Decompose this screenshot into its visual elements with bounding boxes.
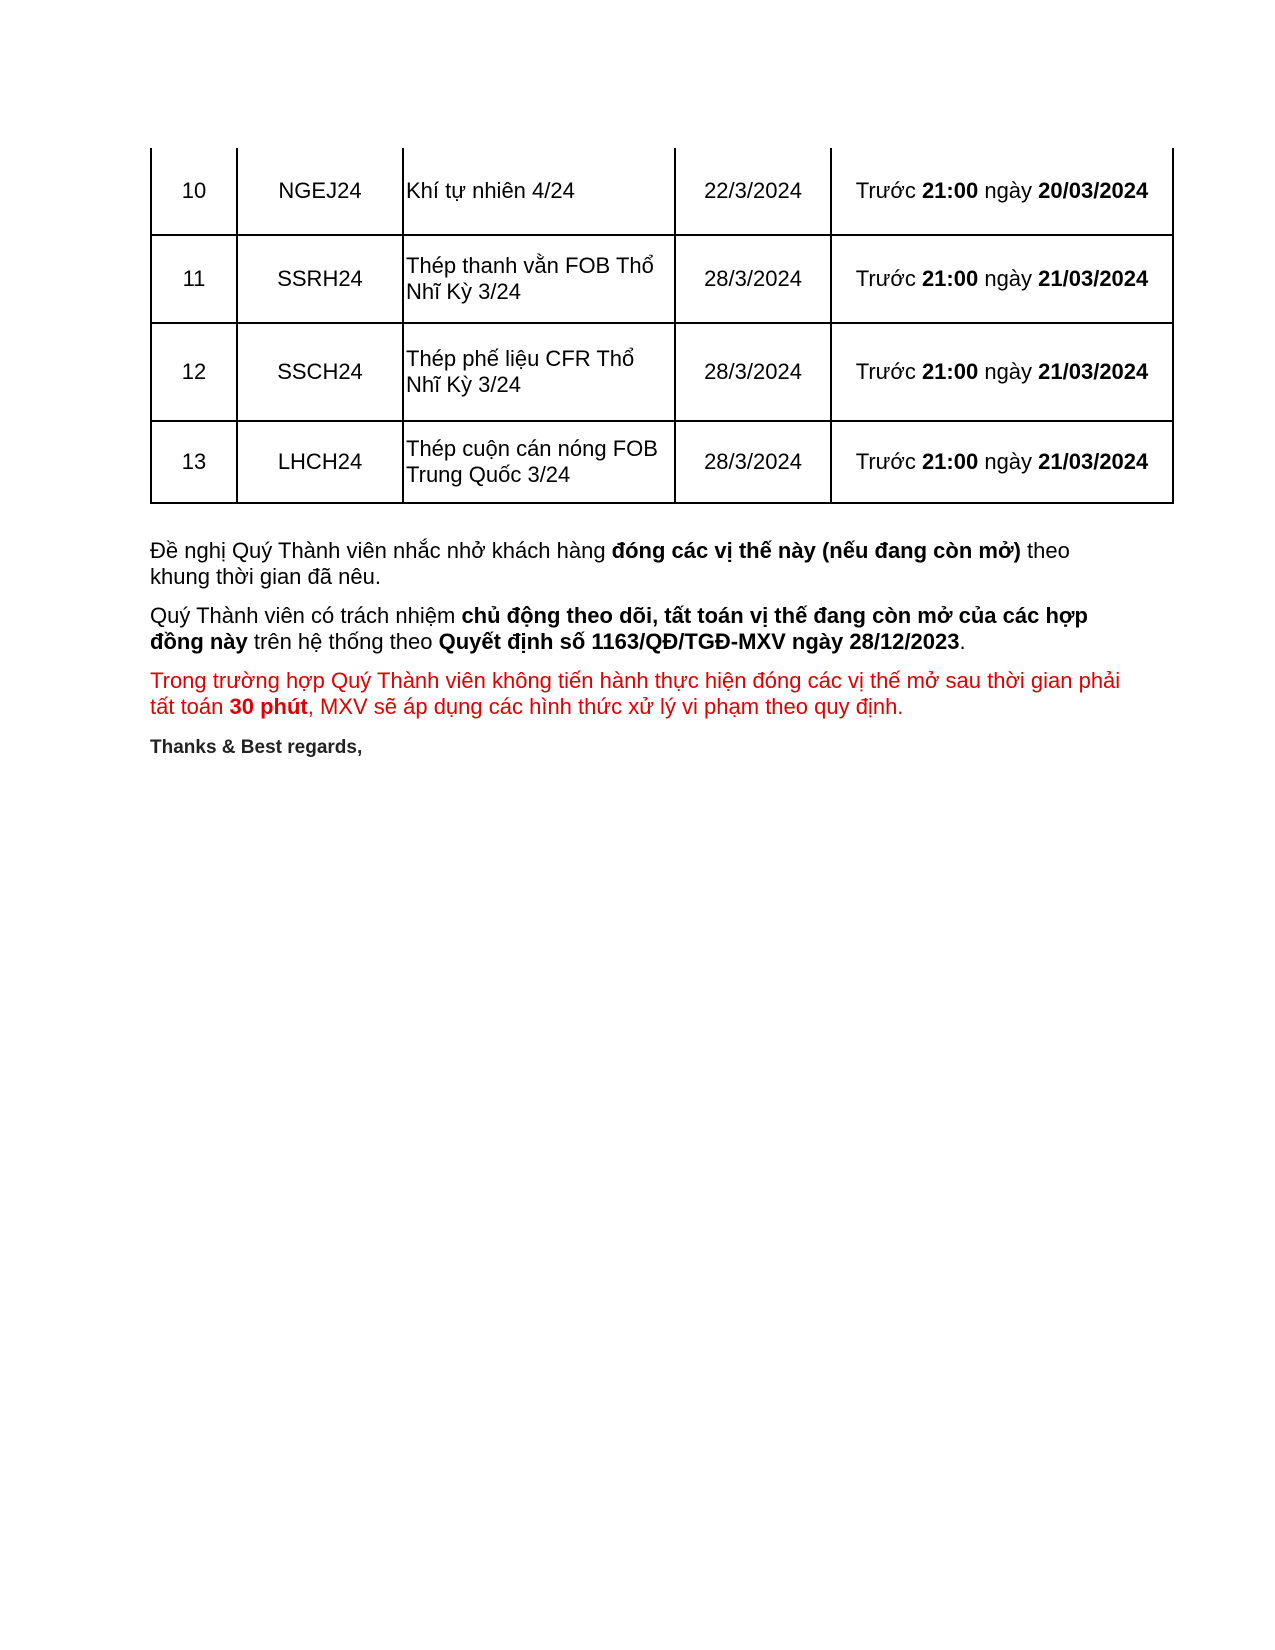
row-number: 10 [151,148,237,235]
expiry-date: 28/3/2024 [675,421,831,503]
deadline-mid: ngày [978,178,1039,203]
contract-name: Thép cuộn cán nóng FOB Trung Quốc 3/24 [403,421,675,503]
contract-code: SSRH24 [237,235,403,323]
deadline-date: 20/03/2024 [1038,178,1149,203]
penalty-text: Trong trường hợp Quý Thành viên không tiến hành thực hiện đóng các vị thế mở sau thời gian phải tất toán [150,668,1121,719]
penalty-time-emphasis: 30 phút [229,694,308,719]
responsibility-text-end: . [959,629,966,654]
reminder-text-end: theo khung thời gian đã nêu. [150,538,1070,589]
table-row [151,421,1173,503]
expiry-date: 22/3/2024 [675,148,831,235]
table-row [151,235,1173,323]
penalty-warning-paragraph [150,668,1130,720]
responsibility-paragraph [150,603,1130,655]
contract-name: Thép phế liệu CFR Thổ Nhĩ Kỳ 3/24 [403,323,675,421]
row-number: 12 [151,323,237,421]
close-deadline [831,323,1173,421]
reminder-emphasis: đóng các vị thế này (nếu đang còn mở) [611,538,1021,563]
responsibility-emphasis: chủ động theo dõi, tất toán vị thế đang còn mở của các hợp đồng này [150,603,1088,654]
deadline-time: 21:00 [921,178,979,203]
close-deadline [831,235,1173,323]
table-row [151,148,1173,235]
responsibility-text-mid: trên hệ thống theo [247,629,439,654]
table-row [151,323,1173,421]
responsibility-text: Quý Thành viên có trách nhiệm [150,603,462,628]
deadline-prefix: Trước [855,449,922,474]
contract-code: SSCH24 [237,323,403,421]
penalty-text-end: , MXV sẽ áp dụng các hình thức xử lý vi phạm theo quy định. [307,694,904,719]
reminder-paragraph [150,538,1130,590]
deadline-date: 21/03/2024 [1038,359,1149,384]
deadline-prefix: Trước [855,266,922,291]
contract-code: LHCH24 [237,421,403,503]
decision-reference: Quyết định số 1163/QĐ/TGĐ-MXV ngày 28/12/2023 [438,629,960,654]
row-number: 13 [151,421,237,503]
deadline-mid: ngày [978,359,1039,384]
close-deadline [831,148,1173,235]
deadline-time: 21:00 [921,266,979,291]
close-deadline [831,421,1173,503]
deadline-time: 21:00 [921,449,979,474]
contract-name: Khí tự nhiên 4/24 [403,148,675,235]
contract-code: NGEJ24 [237,148,403,235]
reminder-text: Đề nghị Quý Thành viên nhắc nhở khách hàng [150,538,612,563]
contracts-table [150,148,1174,504]
expiry-date: 28/3/2024 [675,323,831,421]
deadline-mid: ngày [978,266,1039,291]
deadline-prefix: Trước [855,359,922,384]
contract-name: Thép thanh vằn FOB Thổ Nhĩ Kỳ 3/24 [403,235,675,323]
deadline-date: 21/03/2024 [1038,449,1149,474]
signoff: Thanks & Best regards, [150,737,363,758]
deadline-time: 21:00 [921,359,979,384]
deadline-prefix: Trước [855,178,922,203]
deadline-date: 21/03/2024 [1038,266,1149,291]
row-number: 11 [151,235,237,323]
deadline-mid: ngày [978,449,1039,474]
expiry-date: 28/3/2024 [675,235,831,323]
